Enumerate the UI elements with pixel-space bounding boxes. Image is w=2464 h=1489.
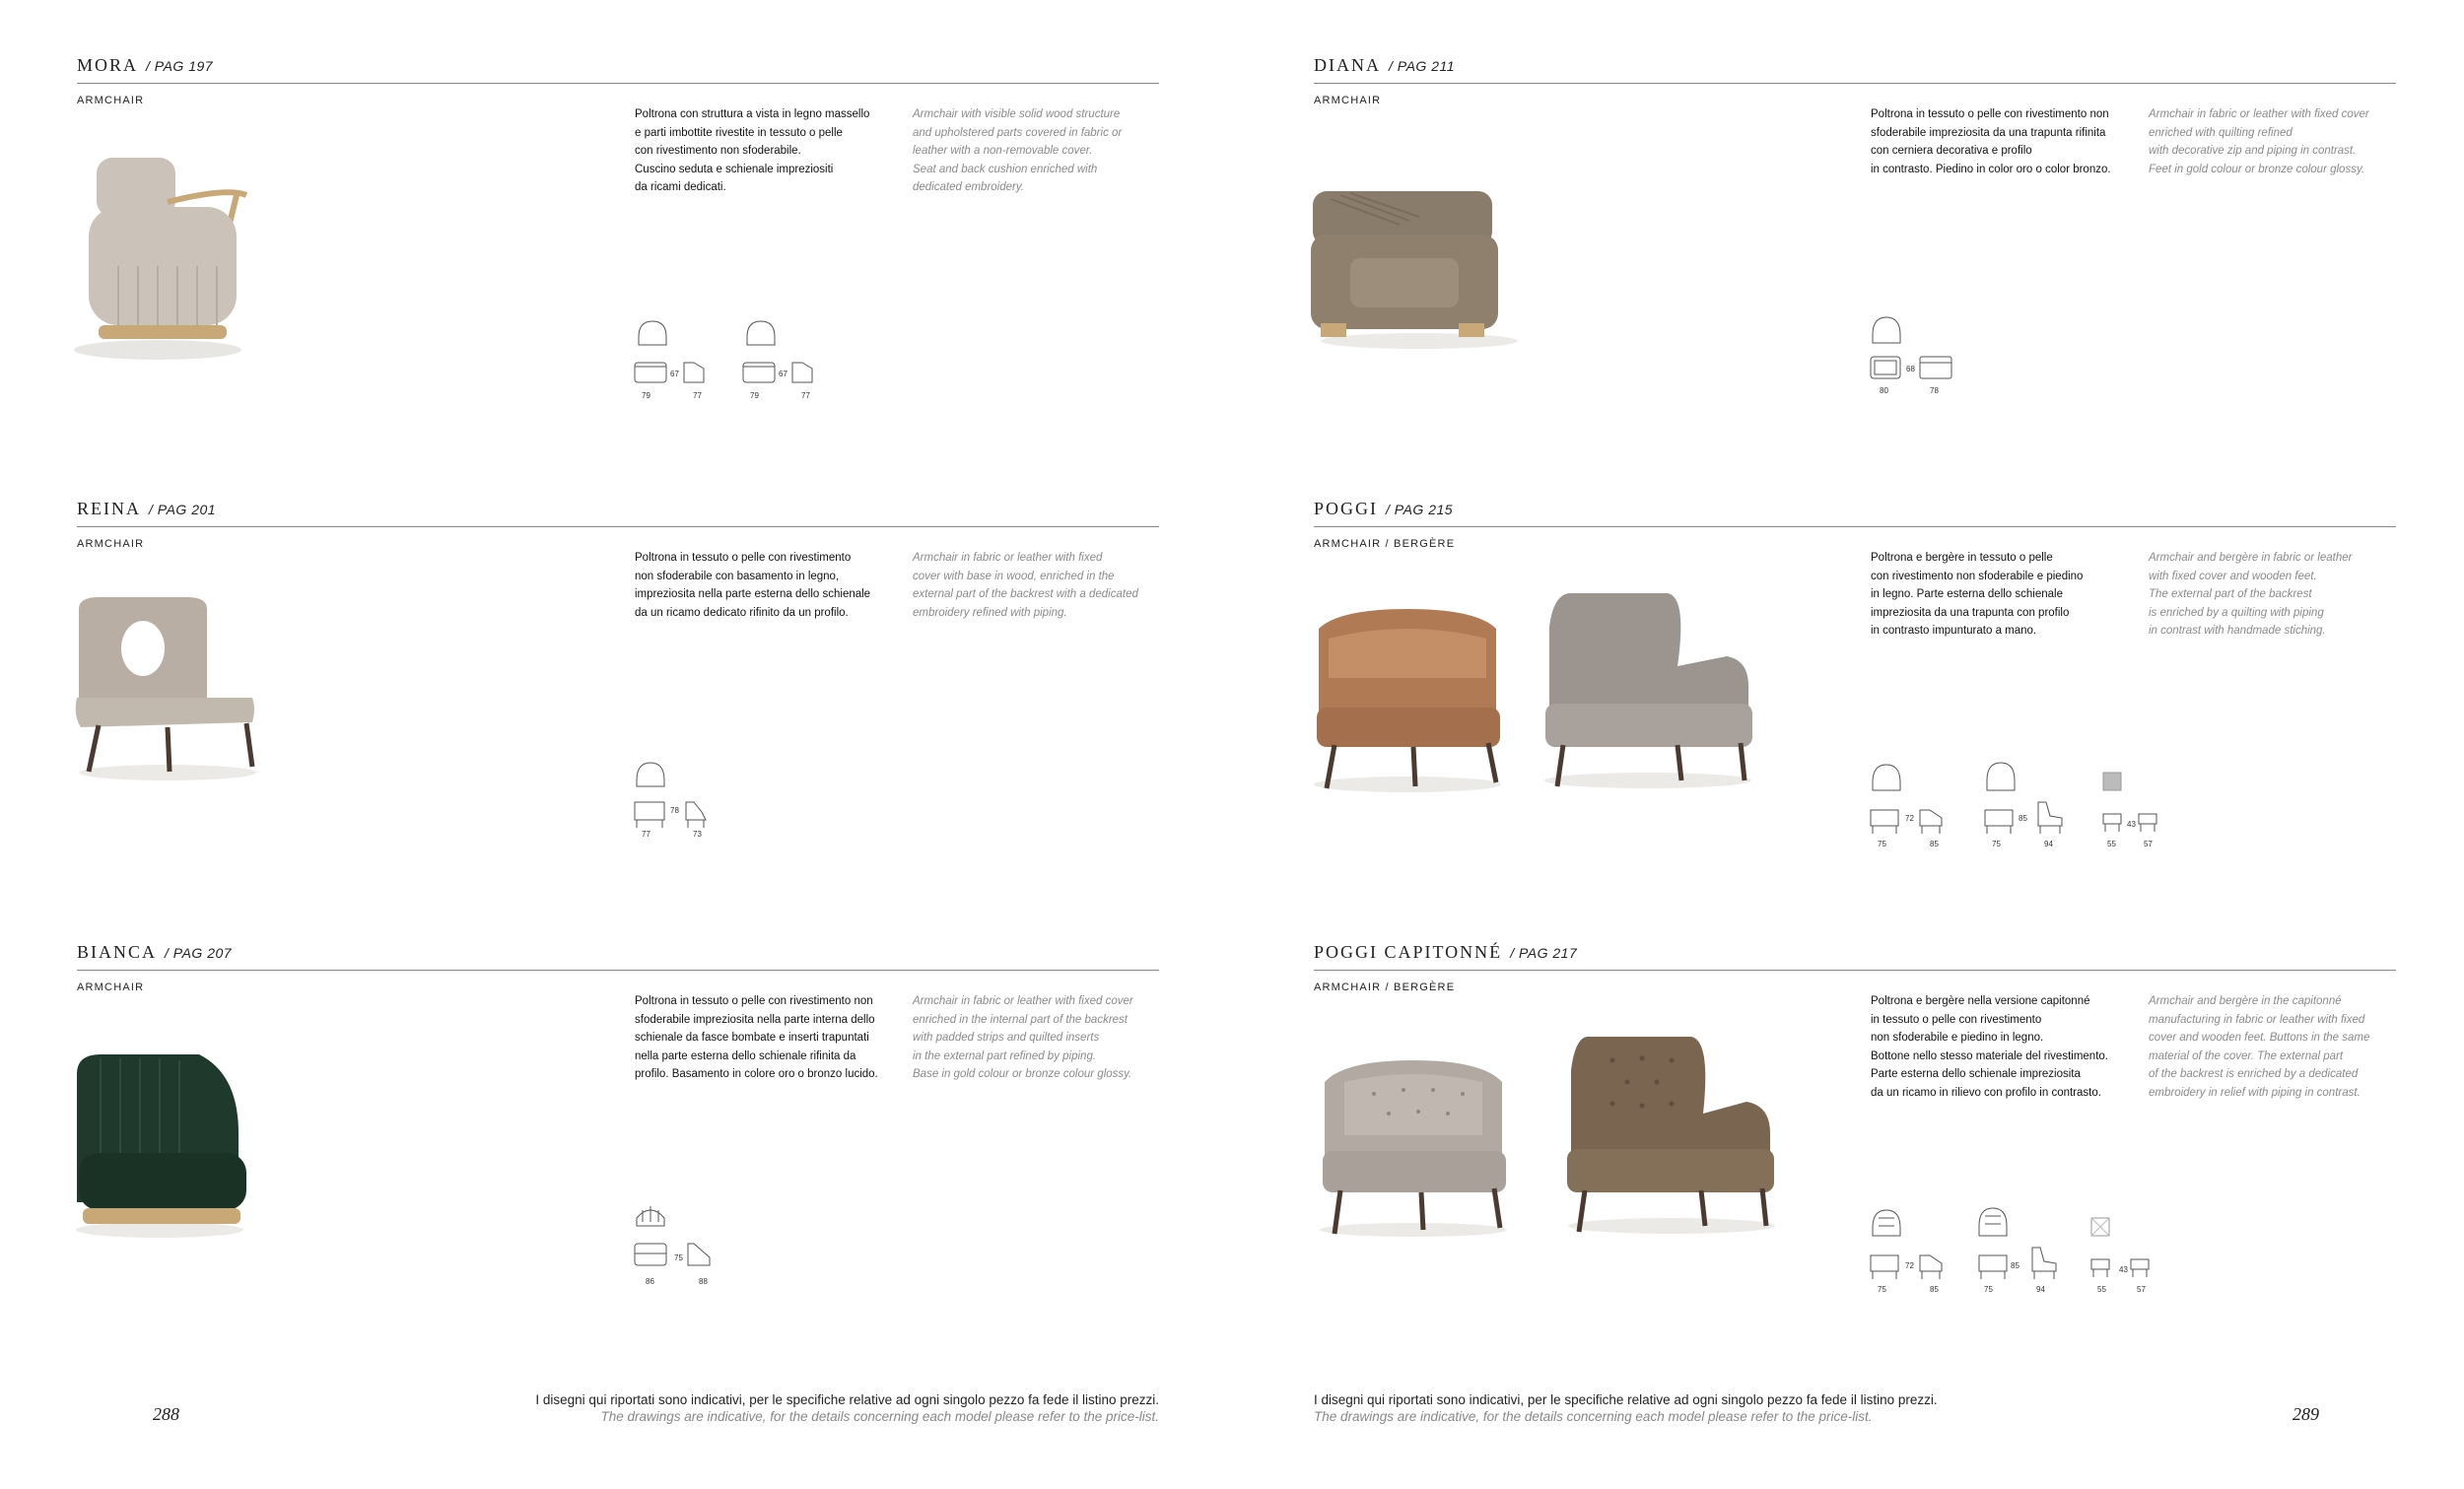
dimension-width: 75	[1984, 1285, 1993, 1294]
footer-disclaimer-english: The drawings are indicative, for the details concerning each model please refer to the price-list.	[1314, 1409, 1873, 1424]
description-english: Armchair in fabric or leather with fixed cover enriched with quilting refined with decorative zip and piping in contrast. Feet in gold colour or bronze colour glossy.	[2149, 108, 2369, 175]
description-italian: Poltrona in tessuto o pelle con rivestimento non sfoderabile con basamento in legno, impreziosita nella parte esterna dello schienale da un ricamo dedicato rifinito da un profilo.	[635, 552, 871, 619]
page-reference: / PAG 211	[1389, 58, 1456, 74]
dimension-width: 75	[1992, 840, 2001, 848]
dimension-width: 75	[1878, 1285, 1886, 1294]
technical-drawing-diana	[1869, 313, 1967, 392]
product-photo-diana	[1301, 185, 1538, 358]
dimension-height: 85	[2011, 1261, 2019, 1270]
product-name: DIANA	[1314, 55, 1381, 75]
description-english: Armchair in fabric or leather with fixed cover with base in wood, enriched in the external part of the backrest with a dedicated embroidery refined with piping.	[913, 552, 1138, 619]
page-reference: / PAG 201	[149, 502, 217, 517]
footer-disclaimer-italian: I disegni qui riportati sono indicativi, per le specifiche relative ad ogni singolo pezzo fa fede il listino prezzi.	[535, 1392, 1159, 1407]
product-type: ARMCHAIR	[77, 981, 145, 993]
page-reference: / PAG 207	[165, 945, 233, 961]
product-title-diana	[1314, 55, 1455, 76]
dimension-height: 43	[2127, 820, 2136, 829]
description-italian: Poltrona e bergère nella versione capitonné in tessuto o pelle con rivestimento non sfoderabile e piedino in legno. Bottone nello stesso materiale del rivestimento. Parte esterna dello schienale impreziosita da un ricamo in rilievo con profilo in contrasto.	[1871, 995, 2108, 1099]
product-title-mora	[77, 55, 213, 76]
dimension-depth: 85	[1930, 840, 1939, 848]
product-photo-bianca	[61, 1045, 258, 1247]
product-type: ARMCHAIR	[77, 95, 145, 106]
page-number-left: 288	[153, 1404, 179, 1424]
dimension-width: 75	[1878, 840, 1886, 848]
product-photo-poggi-armchair	[1299, 599, 1516, 801]
divider	[1314, 970, 2396, 971]
dimension-height: 72	[1905, 814, 1914, 823]
dimension-width: 79	[642, 391, 650, 400]
dimension-height: 67	[670, 370, 679, 378]
product-name: POGGI CAPITONNÉ	[1314, 942, 1503, 962]
dimension-depth: 57	[2144, 840, 2153, 848]
description-italian: Poltrona e bergère in tessuto o pelle con rivestimento non sfoderabile e piedino in legno. Parte esterna dello schienale impreziosita da una trapunta con profilo in contrasto impunturato a mano.	[1871, 552, 2084, 637]
product-name: MORA	[77, 55, 139, 75]
page-reference: / PAG 217	[1510, 945, 1578, 961]
dimension-width: 55	[2097, 1285, 2106, 1294]
technical-drawing-poggi-capitonne	[1869, 1206, 2184, 1295]
dimension-width: 77	[642, 830, 650, 839]
product-photo-mora	[59, 148, 256, 370]
divider	[77, 83, 1159, 84]
technical-drawing-bianca	[633, 1202, 731, 1281]
product-title-poggi-capitonne	[1314, 942, 1577, 963]
product-type: ARMCHAIR	[1314, 95, 1382, 106]
divider	[77, 970, 1159, 971]
dimension-depth: 57	[2137, 1285, 2146, 1294]
product-name: POGGI	[1314, 499, 1379, 518]
footer-disclaimer-italian: I disegni qui riportati sono indicativi, per le specifiche relative ad ogni singolo pezzo fa fede il listino prezzi.	[1314, 1392, 1938, 1407]
product-photo-poggi-bergere	[1530, 587, 1766, 799]
page-number-right: 289	[2293, 1404, 2319, 1424]
footer-disclaimer-english: The drawings are indicative, for the details concerning each model please refer to the price-list.	[600, 1409, 1159, 1424]
divider	[1314, 526, 2396, 527]
dimension-height: 43	[2119, 1265, 2128, 1274]
technical-drawing-mora	[633, 317, 830, 396]
dimension-depth: 77	[693, 391, 702, 400]
dimension-width: 79	[750, 391, 759, 400]
dimension-height: 72	[1905, 1261, 1914, 1270]
dimension-height: 75	[674, 1253, 683, 1262]
dimension-width: 55	[2107, 840, 2116, 848]
dimension-depth: 94	[2044, 840, 2053, 848]
product-photo-capitonne-armchair	[1305, 1052, 1522, 1245]
description-italian: Poltrona con struttura a vista in legno massello e parti imbottite rivestite in tessuto o pelle con rivestimento non sfoderabile. Cuscino seduta e schienale impreziositi da ricami dedicati.	[635, 108, 870, 193]
product-type: ARMCHAIR	[77, 538, 145, 550]
product-photo-capitonne-bergere	[1553, 1031, 1790, 1243]
product-title-bianca	[77, 942, 232, 963]
product-type: ARMCHAIR / BERGÈRE	[1314, 981, 1456, 993]
description-italian: Poltrona in tessuto o pelle con rivestimento non sfoderabile impreziosita nella parte interna dello schienale da fasce bombate e inserti trapuntati nella parte esterna dello schienale rifinita da profilo. Basamento in colore oro o bronzo lucido.	[635, 995, 878, 1080]
description-english: Armchair and bergère in fabric or leather with fixed cover and wooden feet. The external part of the backrest is enriched by a quilting with piping in contrast with handmade stiching.	[2149, 552, 2353, 637]
page-reference: / PAG 197	[146, 58, 214, 74]
dimension-depth: 73	[693, 830, 702, 839]
dimension-depth: 77	[801, 391, 810, 400]
dimension-depth: 94	[2036, 1285, 2045, 1294]
description-english: Armchair with visible solid wood structure and upholstered parts covered in fabric or leather with a non-removable cover. Seat and back cushion enriched with dedicated embroidery.	[913, 108, 1123, 193]
description-italian: Poltrona in tessuto o pelle con rivestimento non sfoderabile impreziosita da una trapunta rifinita con cerniera decorativa e profilo in contrasto. Piedino in color oro o color bronzo.	[1871, 108, 2111, 175]
product-name: BIANCA	[77, 942, 158, 962]
dimension-width: 80	[1880, 386, 1888, 395]
technical-drawing-reina	[633, 759, 721, 838]
dimension-height: 68	[1906, 365, 1915, 373]
dimension-depth: 78	[1930, 386, 1939, 395]
description-english: Armchair and bergère in the capitonné manufacturing in fabric or leather with fixed cover and wooden feet. Buttons in the same material of the cover. The external part of the backrest is enriched by a dedicated embroidery in relief with piping in contrast.	[2149, 995, 2370, 1099]
technical-drawing-poggi	[1869, 761, 2184, 849]
product-title-poggi	[1314, 499, 1453, 519]
product-photo-reina	[59, 589, 276, 791]
dimension-height: 85	[2019, 814, 2027, 823]
divider	[77, 526, 1159, 527]
dimension-depth: 88	[699, 1277, 708, 1286]
product-name: REINA	[77, 499, 141, 518]
dimension-height: 67	[779, 370, 787, 378]
dimension-depth: 85	[1930, 1285, 1939, 1294]
product-type: ARMCHAIR / BERGÈRE	[1314, 538, 1456, 550]
divider	[1314, 83, 2396, 84]
dimension-width: 86	[646, 1277, 654, 1286]
page-reference: / PAG 215	[1386, 502, 1454, 517]
description-english: Armchair in fabric or leather with fixed cover enriched in the internal part of the backrest with padded strips and quilted inserts in the external part refined by piping. Base in gold colour or bronze colour glossy.	[913, 995, 1133, 1080]
product-title-reina	[77, 499, 216, 519]
dimension-height: 78	[670, 806, 679, 815]
